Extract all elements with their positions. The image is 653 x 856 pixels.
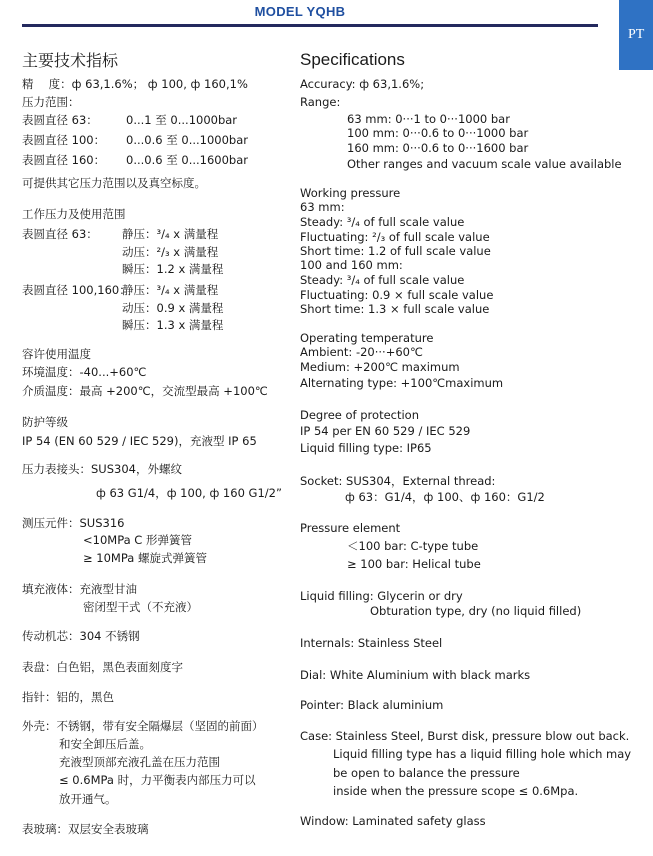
cn-socket-value: ф 63 G1/4，ф 100, ф 160 G1/2” [96, 486, 282, 500]
cn-w63-steady: 静压：³/₄ x 满量程 [122, 227, 219, 241]
cn-case-2: 和安全卸压后盖。 [59, 737, 151, 751]
en-case-2: Liquid filling type has a liquid filling hole which may [333, 747, 632, 761]
cn-case-4: ≤ 0.6MPa 时，力平衡表内部压力可以 [59, 773, 256, 787]
en-protect-2: Liquid filling type: IP65 [300, 441, 432, 455]
en-range-label: Range: [300, 95, 341, 109]
en-wp-63: 63 mm: [300, 200, 345, 214]
cn-working-title: 工作压力及使用范围 [22, 207, 126, 221]
en-element-title: Pressure element [300, 521, 401, 535]
en-fill-2: Obturation type, dry (no liquid filled) [370, 604, 582, 618]
cn-w100-steady: 静压：³/₄ x 满量程 [122, 283, 219, 297]
cn-element-label: 测压元件：SUS316 [22, 516, 125, 530]
en-temp-title: Operating temperature [300, 331, 434, 345]
cn-range-note: 可提供其它压力范围以及真空标度。 [22, 176, 206, 190]
en-wp-63-steady: Steady: ³/₄ of full scale value [300, 215, 465, 229]
cn-temp-title: 容许使用温度 [22, 347, 91, 361]
en-socket-2: ф 63：G1/4，ф 100、ф 160：G1/2 [345, 490, 545, 504]
cn-fill-2: 密闭型干式（不充液） [83, 600, 198, 614]
cn-title: 主要技术指标 [22, 51, 119, 70]
header-rule [22, 24, 598, 27]
cn-fill-label: 填充液体：充液型甘油 [22, 582, 137, 596]
en-wp-63-fluct: Fluctuating: ²/₃ of full scale value [300, 230, 490, 244]
en-temp-alt: Alternating type: +100℃maximum [300, 376, 504, 390]
en-temp-medium: Medium: +200℃ maximum [300, 360, 460, 374]
en-wp-100: 100 and 160 mm: [300, 258, 403, 272]
en-wp-100-short: Short time: 1.3 × full scale value [300, 302, 490, 316]
en-pointer: Pointer: Black aluminium [300, 698, 444, 712]
cn-w100-fluct: 动压：0.9 x 满量程 [122, 301, 224, 315]
cn-temp-ambient: 环境温度：-40...+60℃ [22, 365, 147, 379]
cn-case-3: 充液型顶部充液孔盖在压力范围 [59, 755, 220, 769]
cn-internals: 传动机芯：304 不锈钢 [22, 629, 140, 643]
cn-range-100-label: 表圆直径 100： [22, 133, 106, 147]
section-tab: PT [619, 0, 653, 70]
cn-accuracy: 精 度：ф 63,1.6%； ф 100, ф 160,1% [22, 77, 248, 91]
en-dial: Dial: White Aluminium with black marks [300, 668, 531, 682]
cn-range-100-value: 0...0.6 至 0...1000bar [126, 133, 249, 147]
cn-temp-medium: 介质温度：最高 +200℃，交流型最高 +100℃ [22, 384, 268, 398]
en-element-1: ＜100 bar: C-type tube [347, 539, 479, 553]
en-wp-100-fluct: Fluctuating: 0.9 × full scale value [300, 288, 494, 302]
cn-w100-short: 瞬压：1.3 x 满量程 [122, 318, 224, 332]
cn-w63-label: 表圆直径 63： [22, 227, 98, 241]
cn-protect-title: 防护等级 [22, 415, 68, 429]
en-case-1: Case: Stainless Steel, Burst disk, pressure blow out back. [300, 729, 630, 743]
en-socket-1: Socket: SUS304，External thread: [300, 474, 496, 488]
en-wp-63-short: Short time: 1.2 of full scale value [300, 244, 491, 258]
cn-range-63-label: 表圆直径 63： [22, 113, 98, 127]
cn-w63-fluct: 动压：²/₃ x 满量程 [122, 245, 219, 259]
en-range-63: 63 mm: 0···1 to 0···1000 bar [347, 112, 510, 126]
en-range-160: 160 mm: 0···0.6 to 0···1600 bar [347, 141, 529, 155]
en-case-3: be open to balance the pressure [333, 766, 520, 780]
cn-window: 表玻璃：双层安全表玻璃 [22, 822, 149, 836]
cn-protect-value: IP 54 (EN 60 529 / IEC 529)，充液型 IP 65 [22, 434, 257, 448]
en-accuracy: Accuracy: ф 63,1.6%; [300, 77, 425, 91]
en-temp-ambient: Ambient: -20···+60℃ [300, 345, 423, 359]
cn-dial: 表盘：白色铝，黑色表面刻度字 [22, 660, 183, 674]
cn-case-5: 放开通气。 [59, 792, 117, 806]
cn-element-2: ≥ 10MPa 螺旋式弹簧管 [83, 551, 207, 565]
en-range-100: 100 mm: 0···0.6 to 0···1000 bar [347, 126, 529, 140]
model-title: MODEL YQHB [254, 4, 346, 19]
cn-range-160-label: 表圆直径 160： [22, 153, 106, 167]
cn-w63-short: 瞬压：1.2 x 满量程 [122, 262, 224, 276]
cn-range-63-value: 0...1 至 0...1000bar [126, 113, 238, 127]
en-internals: Internals: Stainless Steel [300, 636, 443, 650]
en-range-other: Other ranges and vacuum scale value available [347, 157, 622, 171]
en-case-4: inside when the pressure scope ≤ 0.6Mpa. [333, 784, 579, 798]
cn-range-label: 压力范围： [22, 95, 80, 109]
en-wp-title: Working pressure [300, 186, 401, 200]
en-fill-1: Liquid filling: Glycerin or dry [300, 589, 463, 603]
cn-pointer: 指针：铝的，黑色 [22, 690, 114, 704]
cn-w100-label: 表圆直径 100,160： [22, 283, 131, 297]
en-protect-title: Degree of protection [300, 408, 419, 422]
cn-element-1: <10MPa C 形弹簧管 [83, 533, 192, 547]
en-element-2: ≥ 100 bar: Helical tube [347, 557, 481, 571]
en-title: Specifications [300, 50, 405, 69]
en-wp-100-steady: Steady: ³/₄ of full scale value [300, 273, 465, 287]
en-window: Window: Laminated safety glass [300, 814, 486, 828]
cn-range-160-value: 0...0.6 至 0...1600bar [126, 153, 249, 167]
cn-socket-label: 压力表接头：SUS304，外螺纹 [22, 462, 182, 476]
en-protect-1: IP 54 per EN 60 529 / IEC 529 [300, 424, 471, 438]
cn-case-1: 外壳：不锈钢，带有安全隔爆层（坚固的前面） [22, 719, 264, 733]
